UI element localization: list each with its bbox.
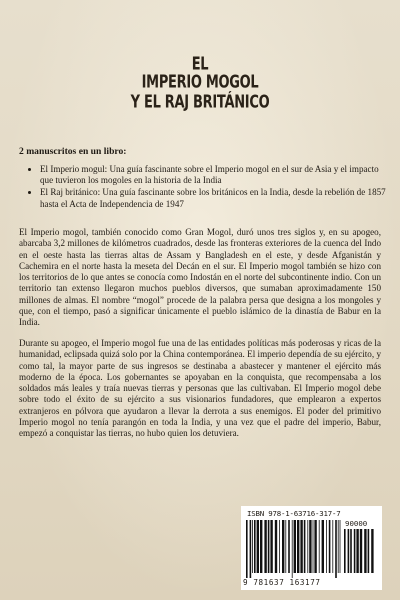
barcode-bar [264,520,266,573]
barcode-bar [322,520,324,573]
barcode-bar [300,520,302,573]
barcode-bar [326,520,327,573]
barcode-bar [250,520,252,578]
barcode-bar [246,520,248,578]
barcode-addon-bars [344,529,378,578]
barcode-bar [270,520,272,573]
barcode-bar [314,520,316,573]
barcode-bar [368,529,370,573]
barcode-bar [297,520,299,573]
barcode-bar [275,520,277,573]
barcode-bar [319,520,320,573]
barcode-bar [348,529,350,573]
barcode-bar [294,520,296,573]
barcode-bar [364,529,366,573]
barcode-bar [307,520,308,573]
barcode-bar [313,520,314,573]
barcode-bars [246,520,342,578]
description-paragraph-1: El Imperio mogol, también conocido como Gran Mogol, duró unos tres siglos y, en su apogeo, abarcaba 3,2 millones de kilómetros cuadrados, desde las fronteras exteriores de la cuenca del Indo en el oeste hasta las tierras altas de Assam y Bangladesh en el este, y desde Afganistán y Cachemira en el norte hasta la meseta del Decán en el sur. El Imperio mogol también se hizo con los territorios de lo que antes se conocía como Indostán en el norte del subcontinente indio. Con un territorio tan extenso llegaron muchos pueblos diversos, que sumaban aproximadamente 150 millones de almas. El nombre “mogol” procede de la palabra persa que designa a los mongoles y que, con el tiempo, pasó a significar únicamente el pueblo islámico de la dinastía de Babur en la India. [19,227,381,328]
barcode-bar [260,520,262,573]
barcode-bar [288,520,290,573]
manuscripts-heading: 2 manuscritos en un libro: [19,146,127,157]
barcode-addon-number: 90000 [345,519,368,528]
barcode-bar [332,520,333,573]
barcode-bar [360,529,362,573]
manuscript-item: • El Imperio mogul: Una guía fascinante sobre el Imperio mogol en el sur de Asia y el impacto que tuvieron los mogoles en la historia de la India [40,164,392,186]
manuscripts-list [28,164,392,211]
barcode-bar [279,520,280,573]
barcode-bar [285,520,286,573]
barcode-bar [329,520,331,573]
barcode-bar [304,520,306,573]
isbn-label: ISBN 978-1-63716-317-7 [247,509,341,518]
manuscript-item: • El Raj británico: Una guía fascinante sobre los británicos en la India, desde la rebelión de 1857 hasta el Acta de Independencia de 1947 [40,187,392,209]
barcode-bar [344,529,346,573]
barcode-bar [257,520,259,573]
isbn-barcode [241,506,382,590]
title-line-2: IMPERIO MOGOL [141,72,259,93]
barcode-bar [254,520,256,573]
description-paragraph-2: Durante su apogeo, el Imperio mogol fue una de las entidades políticas más poderosas y ricas de la humanidad, eclipsada quizá solo por la China contemporánea. El imperio dependía de su ejército, y como tal, la mayor parte de sus ingresos se destinaba a abastecer y mantener el ejército más moderno de la época. Los gobernantes se apoyaban en la conquista, que recompensaba a los soldados más leales y traía nuevas tierras y personas que las cultivaban. El Imperio mogol debe sobre todo el éxito de su ejército a sus visionarios fundadores, que emplearon a expertos extranjeros en pólvora que ayudaron a llevar la derrota a sus enemigos. El poder del primitivo Imperio mogol no tenía parangón en toda la India, y una vez que el padre del imperio, Babur, empezó a conquistar las tierras, no hubo quien los detuviera. [19,338,381,439]
title-line-1: EL [191,54,209,75]
barcode-bar [252,520,253,573]
title-line-3: Y EL RAJ BRITÁNICO [130,92,270,113]
barcode-bar [354,529,356,573]
barcode-bar [350,529,352,573]
barcode-bar [371,529,373,573]
barcode-bar [338,520,339,573]
barcode-digits: 9 781637 163177 [243,578,321,587]
barcode-bar [335,520,337,578]
barcode-bar [356,529,358,573]
barcode-bar [292,520,293,578]
barcode-bar [340,520,341,573]
barcode-bar [309,520,311,573]
barcode-bar [282,520,284,573]
barcode-bar [268,520,270,573]
